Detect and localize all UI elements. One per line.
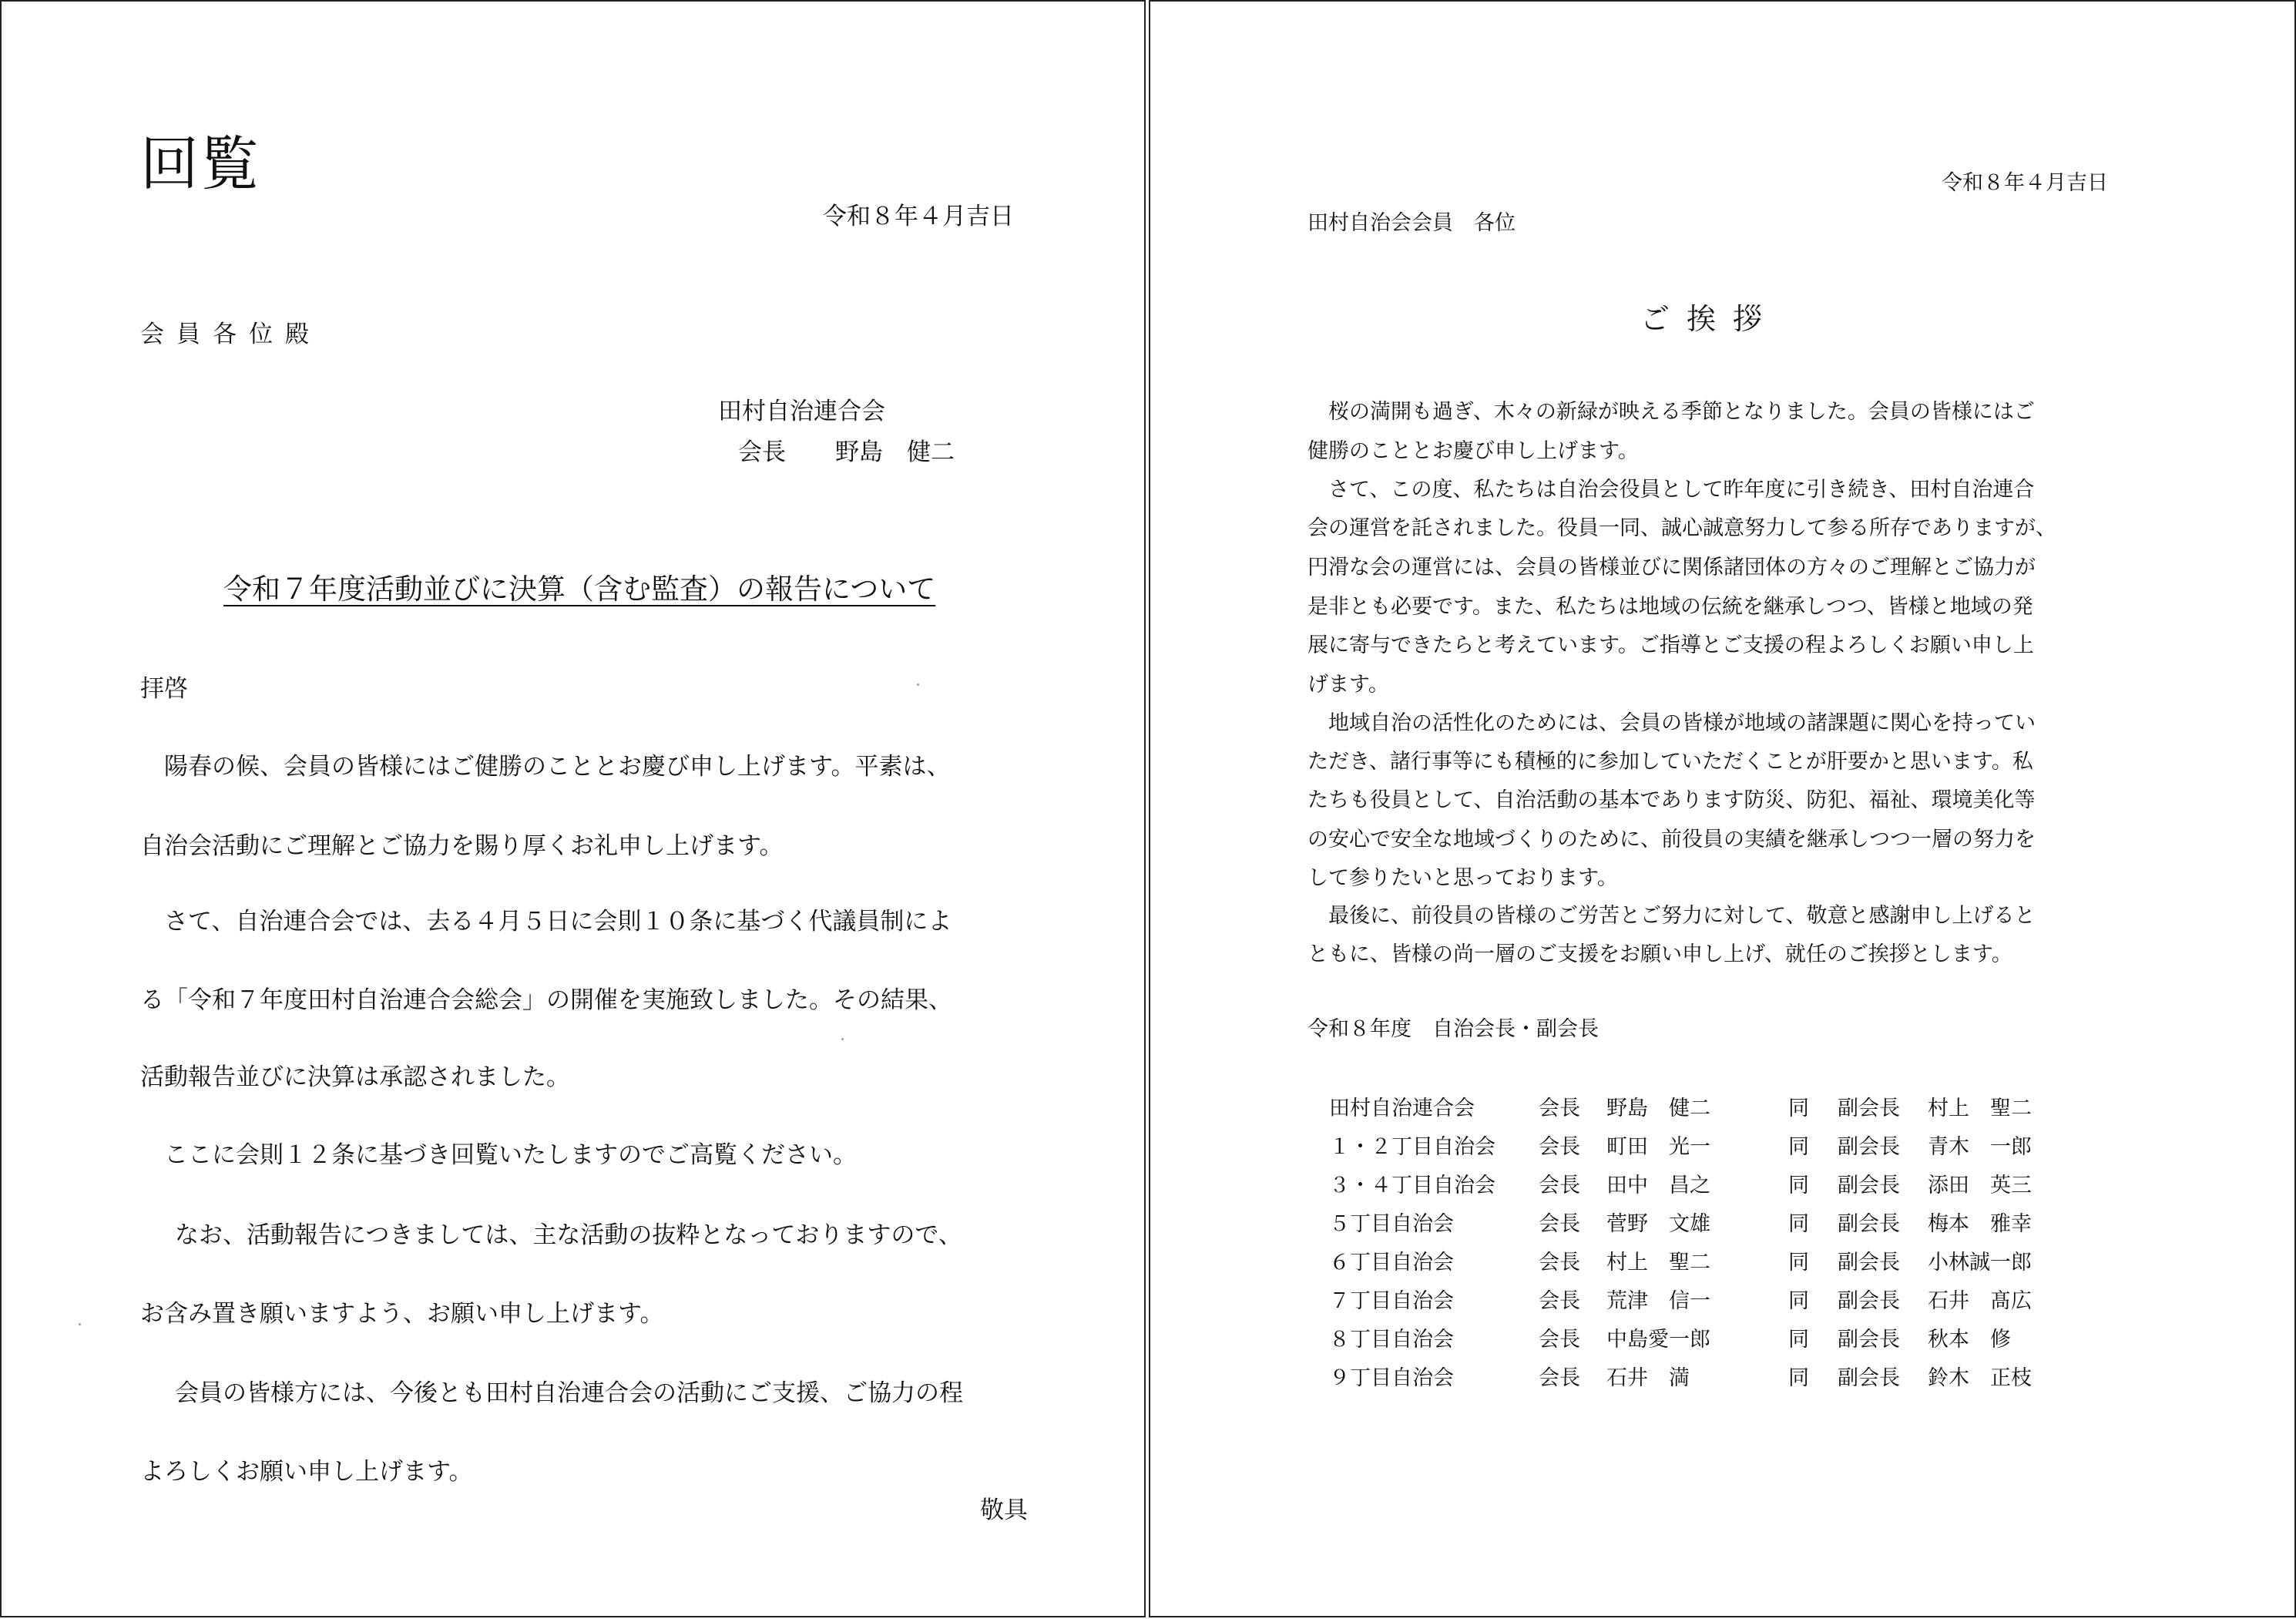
- table-row: [1329, 1318, 2066, 1356]
- sender-organization: 田村自治連合会: [718, 398, 885, 425]
- role-cell: 会長: [1539, 1096, 1580, 1120]
- president-cell: 石井 満: [1606, 1365, 1690, 1390]
- vice-president-cell: 秋本 修: [1928, 1327, 2011, 1352]
- table-row: [1329, 1087, 2066, 1125]
- greeting-line: 円滑な会の運営には、会員の皆様並びに関係諸団体の方々のご理解とご協力が: [1307, 556, 2036, 579]
- president-cell: 田中 昌之: [1606, 1173, 1710, 1197]
- greeting-line: さて、この度、私たちは自治会役員として昨年度に引き続き、田村自治連合: [1307, 478, 2035, 502]
- greeting-line: 是非とも必要です。また、私たちは地域の伝統を継承しつつ、皆様と地域の発: [1307, 595, 2033, 619]
- officers-heading: 令和８年度 自治会長・副会長: [1307, 1017, 1599, 1041]
- role-cell: 会長: [1539, 1250, 1580, 1275]
- body-line: さて、自治連合会では、去る４月５日に会則１０条に基づく代議員制によ: [140, 908, 952, 935]
- body-line: 活動報告並びに決算は承認されました。: [140, 1063, 570, 1091]
- circular-page-left: [0, 0, 1146, 1617]
- president-cell: 野島 健二: [1606, 1096, 1710, 1120]
- greeting-line: 展に寄与できたらと考えています。ご指導とご支援の程よろしくお願い申し上: [1307, 633, 2034, 657]
- same-cell: 同: [1788, 1173, 1809, 1197]
- association-cell: ６丁目自治会: [1329, 1250, 1454, 1275]
- greeting-line: ただき、諸行事等にも積極的に参加していただくことが肝要かと思います。私: [1307, 750, 2033, 774]
- greeting-line: 地域自治の活性化のためには、会員の皆様が地域の諸課題に関心を持ってい: [1307, 711, 2036, 735]
- circular-heading: 回覧: [140, 129, 260, 198]
- table-row: [1329, 1356, 2066, 1395]
- vice-role-cell: 副会長: [1838, 1173, 1900, 1197]
- right-addressee: 田村自治会会員 各位: [1307, 211, 1516, 235]
- role-cell: 会長: [1539, 1211, 1580, 1236]
- association-cell: ７丁目自治会: [1329, 1288, 1454, 1313]
- officers-table: [1329, 1087, 2066, 1395]
- same-cell: 同: [1788, 1250, 1809, 1275]
- vice-president-cell: 小林誠一郎: [1928, 1250, 2032, 1275]
- greeting-line: ともに、皆様の尚一層のご支援をお願い申し上げ、就任のご挨拶とします。: [1307, 942, 2012, 966]
- role-cell: 会長: [1539, 1173, 1580, 1197]
- president-cell: 村上 聖二: [1606, 1250, 1710, 1275]
- president-cell: 中島愛一郎: [1606, 1327, 1710, 1352]
- same-cell: 同: [1788, 1134, 1809, 1159]
- scan-speck: [917, 684, 919, 686]
- same-cell: 同: [1788, 1365, 1809, 1390]
- association-cell: ８丁目自治会: [1329, 1327, 1454, 1352]
- body-line: よろしくお願い申し上げます。: [140, 1458, 473, 1486]
- body-line: 自治会活動にご理解とご協力を賜り厚くお礼申し上げます。: [140, 832, 784, 860]
- association-cell: ３・４丁目自治会: [1329, 1173, 1495, 1197]
- greeting-line: して参りたいと思っております。: [1307, 866, 1618, 890]
- same-cell: 同: [1788, 1096, 1809, 1120]
- left-date: 令和８年４月吉日: [823, 203, 1014, 230]
- vice-president-cell: 添田 英三: [1928, 1173, 2032, 1197]
- president-cell: 荒津 信一: [1606, 1288, 1710, 1313]
- vice-role-cell: 副会長: [1838, 1288, 1900, 1313]
- closing-salutation: 敬具: [980, 1496, 1028, 1524]
- right-date: 令和８年４月吉日: [1942, 171, 2108, 195]
- table-row: [1329, 1164, 2066, 1202]
- sender-role: 会長: [738, 438, 786, 466]
- association-cell: １・２丁目自治会: [1329, 1134, 1495, 1159]
- report-subject: 令和７年度活動並びに決算（含む監査）の報告について: [223, 573, 936, 606]
- vice-president-cell: 鈴木 正枝: [1928, 1365, 2032, 1390]
- greeting-line: 最後に、前役員の皆様のご労苦とご努力に対して、敬意と感謝申し上げると: [1307, 904, 2036, 928]
- role-cell: 会長: [1539, 1134, 1580, 1159]
- table-row: [1329, 1202, 2066, 1241]
- vice-president-cell: 梅本 雅幸: [1928, 1211, 2032, 1236]
- association-cell: ５丁目自治会: [1329, 1211, 1454, 1236]
- greeting-title: ご挨拶: [1640, 302, 1780, 336]
- vice-role-cell: 副会長: [1838, 1250, 1900, 1275]
- body-line: なお、活動報告につきましては、主な活動の抜粋となっておりますので、: [151, 1221, 962, 1249]
- left-addressee: 会員各位殿: [140, 321, 321, 348]
- role-cell: 会長: [1539, 1288, 1580, 1313]
- vice-role-cell: 副会長: [1838, 1211, 1900, 1236]
- sender-line: [718, 432, 955, 467]
- body-line: お含み置き願いますよう、お願い申し上げます。: [140, 1300, 664, 1328]
- scan-speck: [79, 1323, 81, 1325]
- same-cell: 同: [1788, 1327, 1809, 1352]
- vice-role-cell: 副会長: [1838, 1365, 1900, 1390]
- greeting-line: の安心で安全な地域づくりのために、前役員の実績を継承しつつ一層の努力を: [1307, 828, 2036, 851]
- scan-speck: [841, 1038, 844, 1040]
- table-row: [1329, 1125, 2066, 1164]
- vice-role-cell: 副会長: [1838, 1096, 1900, 1120]
- body-line: 陽春の候、会員の皆様にはご健勝のこととお慶び申し上げます。平素は、: [140, 753, 951, 781]
- body-line: 会員の皆様方には、今後とも田村自治連合会の活動にご支援、ご協力の程: [151, 1379, 963, 1407]
- greeting-line: たちも役員として、自治活動の基本であります防災、防犯、福祉、環境美化等: [1307, 788, 2036, 812]
- body-line: ここに会則１２条に基づき回覧いたしますのでご高覧ください。: [140, 1141, 857, 1169]
- vice-president-cell: 村上 聖二: [1928, 1096, 2032, 1120]
- greeting-line: げます。: [1307, 673, 1389, 697]
- vice-role-cell: 副会長: [1838, 1134, 1900, 1159]
- opening-salutation: 拝啓: [140, 675, 188, 703]
- vice-president-cell: 石井 髙広: [1928, 1288, 2032, 1313]
- table-row: [1329, 1279, 2066, 1318]
- vice-role-cell: 副会長: [1838, 1327, 1900, 1352]
- president-cell: 町田 光一: [1606, 1134, 1710, 1159]
- role-cell: 会長: [1539, 1365, 1580, 1390]
- president-cell: 菅野 文雄: [1606, 1211, 1710, 1236]
- greeting-line: 会の運営を託されました。役員一同、誠心誠意努力して参る所存でありますが、: [1307, 516, 2056, 540]
- greeting-line: 健勝のこととお慶び申し上げます。: [1307, 439, 1639, 463]
- association-cell: 田村自治連合会: [1329, 1096, 1475, 1120]
- role-cell: 会長: [1539, 1327, 1580, 1352]
- vice-president-cell: 青木 一郎: [1928, 1134, 2032, 1159]
- association-cell: ９丁目自治会: [1329, 1365, 1454, 1390]
- sender-name: 野島 健二: [835, 438, 955, 466]
- same-cell: 同: [1788, 1211, 1809, 1236]
- greeting-line: 桜の満開も過ぎ、木々の新緑が映える季節となりました。会員の皆様にはご: [1307, 400, 2035, 424]
- body-line: る「令和７年度田村自治連合会総会」の開催を実施致しました。その結果、: [140, 986, 952, 1014]
- table-row: [1329, 1241, 2066, 1279]
- same-cell: 同: [1788, 1288, 1809, 1313]
